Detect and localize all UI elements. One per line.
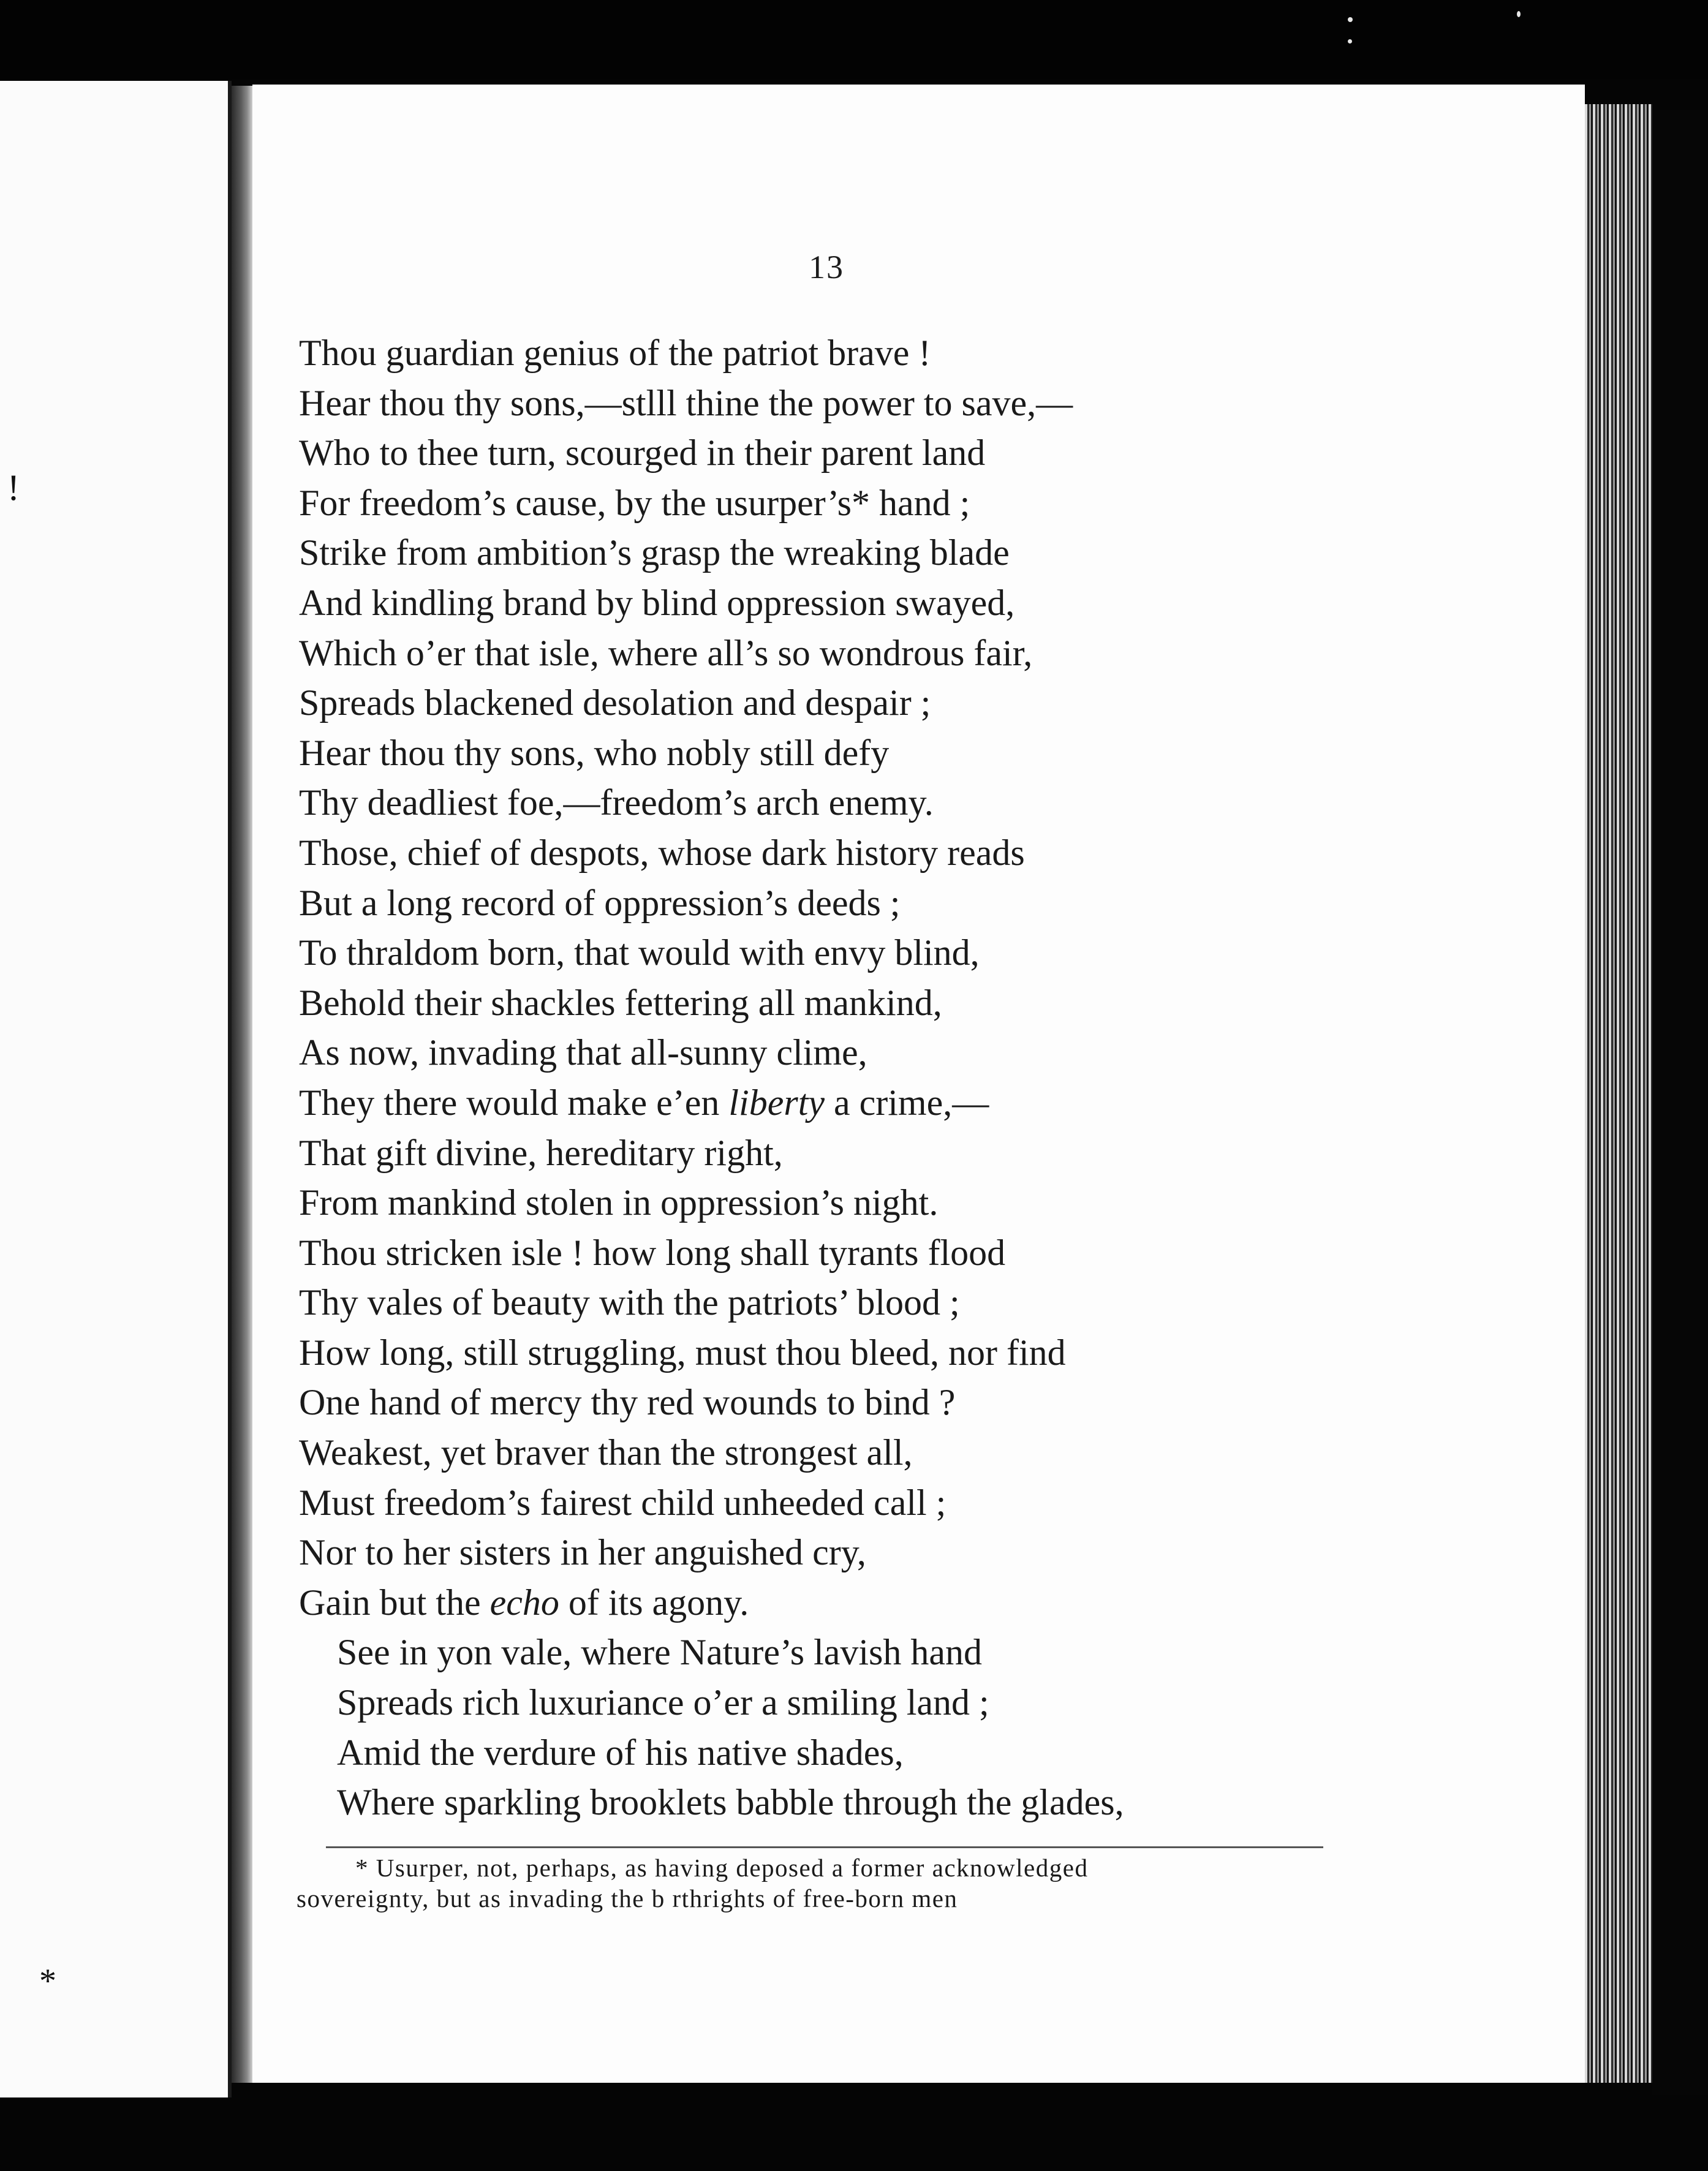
poem-text [299,328,1573,1828]
poem-line: Spreads blackened desolation and despair ; [299,682,931,723]
book-gutter [232,86,252,2083]
italic-word: echo [489,1582,559,1623]
poem-line: As now, invading that all-sunny clime, [299,1032,867,1073]
poem-line [299,1078,1573,1128]
poem-line [299,1578,1573,1628]
dust-speck [1517,11,1521,17]
poem-line: Strike from ambition’s grasp the wreaking blade [299,532,1010,573]
poem-line: That gift divine, hereditary right, [299,1132,783,1173]
left-margin-mark: ! [7,467,20,508]
poem-line-segment: They there would make e’en [299,1082,729,1123]
italic-word: liberty [728,1082,825,1123]
poem-line: Thou guardian genius of the patriot brave ! [299,333,931,373]
poem-line: Weakest, yet braver than the strongest all, [299,1432,913,1473]
poem-line: And kindling brand by blind oppression swayed, [299,582,1015,623]
poem-line: Where sparkling brooklets babble through the glades, [337,1782,1124,1823]
poem-line: But a long record of oppression’s deeds ; [299,882,901,923]
poem-line: One hand of mercy thy red wounds to bind ? [299,1382,956,1423]
poem-line: Thou stricken isle ! how long shall tyrants flood [299,1232,1006,1273]
poem-line: To thraldom born, that would with envy blind, [299,932,980,973]
poem-line: Must freedom’s fairest child unheeded call ; [299,1482,947,1523]
poem-line: Those, chief of despots, whose dark history reads [299,832,1025,873]
footnote-line: sovereignty, but as invading the b rthrights of free-born men [297,1884,958,1912]
poem-line: Which o’er that isle, where all’s so wondrous fair, [299,632,1033,673]
poem-line-segment: Gain but the [299,1582,490,1623]
poem-line-segment: a crime,— [825,1082,989,1123]
poem-line: See in yon vale, where Nature’s lavish hand [337,1632,983,1673]
poem-line: Who to thee turn, scourged in their parent land [299,432,986,474]
poem-line: Hear thou thy sons,—stlll thine the power to save,— [299,382,1073,423]
left-footnote-asterisk: * [39,1962,56,2000]
poem-line: Thy vales of beauty with the patriots’ blood ; [299,1282,960,1323]
poem-line: Hear thou thy sons, who nobly still defy [299,732,890,773]
left-page [0,81,232,2097]
poem-line: Amid the verdure of his native shades, [337,1732,904,1773]
dust-speck [1348,17,1353,22]
poem-line: From mankind stolen in oppression’s night. [299,1182,939,1223]
dust-speck [1348,39,1352,43]
footnote-divider [326,1846,1323,1848]
poem-line: Thy deadliest foe,—freedom’s arch enemy. [299,782,934,823]
poem-line: Nor to her sisters in her anguished cry, [299,1532,866,1573]
scan-background-top [0,0,1708,80]
footnote-line: * Usurper, not, perhaps, as having deposed a former acknowledged [355,1854,1089,1882]
page-number: 13 [809,249,844,285]
poem-line: Behold their shackles fettering all mankind, [299,982,942,1023]
poem-line: Spreads rich luxuriance o’er a smiling land ; [337,1682,989,1723]
footnote [297,1852,1583,1914]
poem-line-segment: of its agony. [559,1582,749,1623]
poem-line: How long, still struggling, must thou bleed, nor find [299,1332,1066,1373]
poem-line: For freedom’s cause, by the usurper’s* hand ; [299,482,970,523]
scan-background-right [1652,110,1708,2095]
book-page-edges [1585,104,1652,2083]
